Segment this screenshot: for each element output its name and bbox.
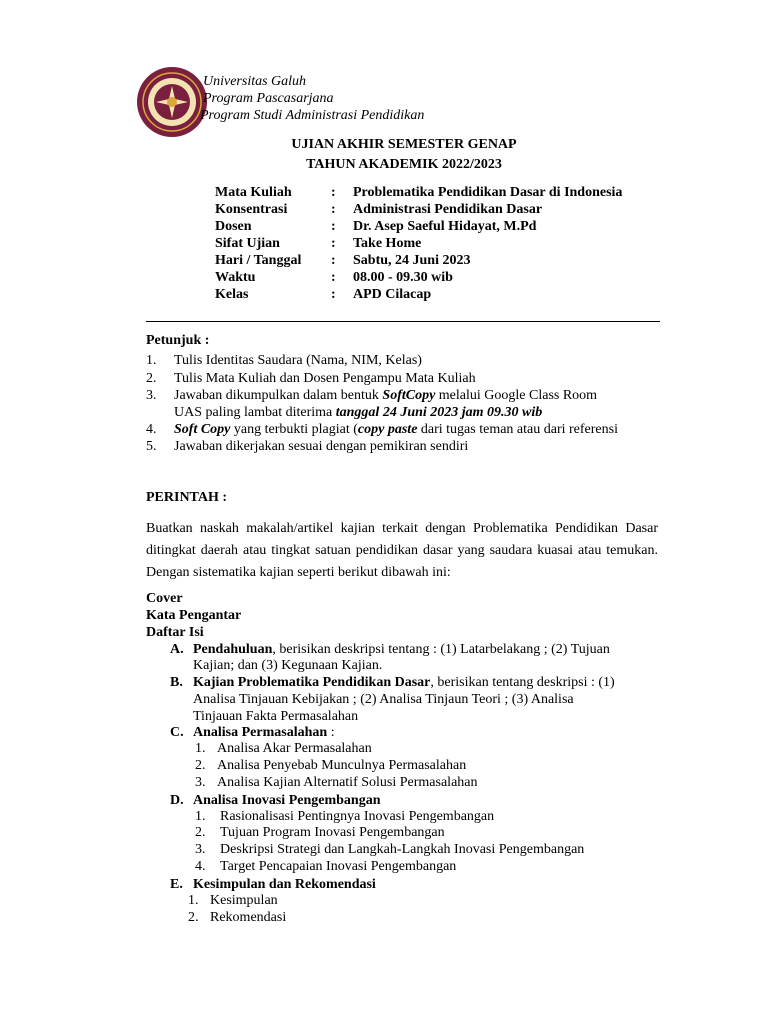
- list-number: 2.: [146, 371, 157, 386]
- info-key: Mata Kuliah: [215, 185, 292, 200]
- section-letter: A.: [170, 642, 184, 657]
- info-value: 08.00 - 09.30 wib: [353, 270, 453, 285]
- outline-cover: Cover: [146, 591, 183, 606]
- exam-title: UJIAN AKHIR SEMESTER GENAP: [291, 137, 517, 152]
- text-span: UAS paling lambat diterima: [174, 405, 336, 420]
- info-colon: :: [331, 287, 336, 302]
- info-value: Problematika Pendidikan Dasar di Indonesia: [353, 185, 623, 200]
- emphasis-span: copy paste: [357, 422, 418, 437]
- info-colon: :: [331, 270, 336, 285]
- info-row: [215, 201, 622, 218]
- info-colon: :: [331, 202, 336, 217]
- info-row: [215, 252, 622, 269]
- text-span: dari tugas teman atau dari referensi: [417, 422, 618, 437]
- info-colon: :: [331, 219, 336, 234]
- petunjuk-item-1: Tulis Identitas Saudara (Nama, NIM, Kelas): [174, 353, 422, 368]
- list-number: 3.: [195, 775, 206, 790]
- section-letter: E.: [170, 877, 183, 892]
- section-c-heading: [193, 725, 335, 741]
- section-c-item: Analisa Penyebab Munculnya Permasalahan: [217, 758, 467, 773]
- list-number: 4.: [195, 859, 206, 874]
- info-value: APD Cilacap: [353, 287, 432, 302]
- divider-line: [146, 321, 660, 322]
- section-b-line-2: Analisa Tinjauan Kebijakan ; (2) Analisa Tinjaun Teori ; (3) Analisa: [193, 692, 574, 707]
- program-name: Program Pascasarjana: [203, 91, 334, 106]
- section-letter: C.: [170, 725, 184, 740]
- study-program-name: Program Studi Administrasi Pendidikan: [200, 108, 425, 123]
- list-number: 1.: [188, 893, 199, 908]
- outline-daftar-isi: Daftar Isi: [146, 625, 204, 640]
- info-row: [215, 218, 622, 235]
- section-d-item: Rasionalisasi Pentingnya Inovasi Pengembangan: [220, 809, 495, 824]
- emphasis-span: SoftCopy: [382, 388, 436, 403]
- list-number: 5.: [146, 439, 157, 454]
- info-key: Sifat Ujian: [215, 236, 280, 251]
- section-a-line-2: Kajian; dan (3) Kegunaan Kajian.: [193, 658, 383, 673]
- info-value: Administrasi Pendidikan Dasar: [353, 202, 543, 217]
- section-a-line-1: [193, 642, 610, 658]
- section-c-item: Analisa Akar Permasalahan: [217, 741, 372, 756]
- academic-year: TAHUN AKADEMIK 2022/2023: [306, 157, 502, 172]
- list-number: 4.: [146, 422, 157, 437]
- outline-kata-pengantar: Kata Pengantar: [146, 608, 242, 623]
- university-logo: [136, 66, 208, 138]
- info-row: [215, 184, 622, 201]
- text-span: yang terbukti plagiat (: [230, 422, 358, 437]
- info-value: Sabtu, 24 Juni 2023: [353, 253, 471, 268]
- text-span: melalui Google Class Room: [435, 388, 598, 403]
- info-key: Waktu: [215, 270, 256, 285]
- info-colon: :: [331, 253, 336, 268]
- section-e-item: Kesimpulan: [210, 893, 278, 908]
- section-title: Kajian Problematika Pendidikan Dasar: [193, 675, 431, 690]
- info-key: Hari / Tanggal: [215, 253, 302, 268]
- info-value: Take Home: [353, 236, 422, 251]
- info-key: Dosen: [215, 219, 252, 234]
- emphasis-span: Soft Copy: [174, 422, 231, 437]
- info-colon: :: [331, 236, 336, 251]
- text-span: Jawaban dikumpulkan dalam bentuk: [174, 388, 383, 403]
- list-number: 1.: [146, 353, 157, 368]
- text-span: :: [327, 725, 335, 740]
- perintah-paragraph: Buatkan naskah makalah/artikel kajian terkait dengan Problematika Pendidikan Dasar ditingkat daerah atau tingkat satuan pendidikan dasar yang saudara kuasai atau temukan. Dengan sistematika kajian seperti berikut dibawah ini:: [146, 521, 658, 580]
- petunjuk-item-3-cont: [174, 405, 542, 421]
- section-b-line-3: Tinjauan Fakta Permasalahan: [193, 709, 359, 724]
- info-row: [215, 286, 622, 303]
- section-letter: D.: [170, 793, 184, 808]
- list-number: 2.: [188, 910, 199, 925]
- info-key: Kelas: [215, 287, 249, 302]
- perintah-heading: PERINTAH :: [146, 490, 228, 505]
- list-number: 3.: [195, 842, 206, 857]
- petunjuk-item-2: Tulis Mata Kuliah dan Dosen Pengampu Mata Kuliah: [174, 371, 476, 386]
- section-e-item: Rekomendasi: [210, 910, 287, 925]
- info-colon: :: [331, 185, 336, 200]
- section-b-line-1: [193, 675, 615, 691]
- list-number: 1.: [195, 809, 206, 824]
- section-letter: B.: [170, 675, 183, 690]
- info-value: Dr. Asep Saeful Hidayat, M.Pd: [353, 219, 537, 234]
- info-row: [215, 269, 622, 286]
- section-c-item: Analisa Kajian Alternatif Solusi Permasalahan: [217, 775, 478, 790]
- list-number: 3.: [146, 388, 157, 403]
- university-name: Universitas Galuh: [203, 74, 307, 89]
- section-d-item: Target Pencapaian Inovasi Pengembangan: [220, 859, 457, 874]
- info-row: [215, 235, 622, 252]
- petunjuk-item-4: [174, 422, 618, 438]
- institution-header: [200, 73, 424, 124]
- info-key: Konsentrasi: [215, 202, 288, 217]
- text-span: , berisikan deskripsi tentang : (1) Latarbelakang ; (2) Tujuan: [272, 642, 610, 657]
- list-number: 1.: [195, 741, 206, 756]
- section-d-item: Tujuan Program Inovasi Pengembangan: [220, 825, 445, 840]
- petunjuk-heading: Petunjuk :: [146, 333, 210, 348]
- section-title: Analisa Permasalahan: [193, 725, 328, 740]
- section-title: Pendahuluan: [193, 642, 273, 657]
- exam-info-table: [215, 184, 622, 303]
- text-span: , berisikan tentang deskripsi : (1): [430, 675, 615, 690]
- deadline-span: tanggal 24 Juni 2023 jam 09.30 wib: [335, 405, 543, 420]
- section-d-item: Deskripsi Strategi dan Langkah-Langkah Inovasi Pengembangan: [220, 842, 585, 857]
- section-title: Kesimpulan dan Rekomendasi: [193, 877, 376, 892]
- petunjuk-item-3: [174, 388, 597, 404]
- petunjuk-item-5: Jawaban dikerjakan sesuai dengan pemikiran sendiri: [174, 439, 469, 454]
- list-number: 2.: [195, 825, 206, 840]
- section-title: Analisa Inovasi Pengembangan: [193, 793, 381, 808]
- list-number: 2.: [195, 758, 206, 773]
